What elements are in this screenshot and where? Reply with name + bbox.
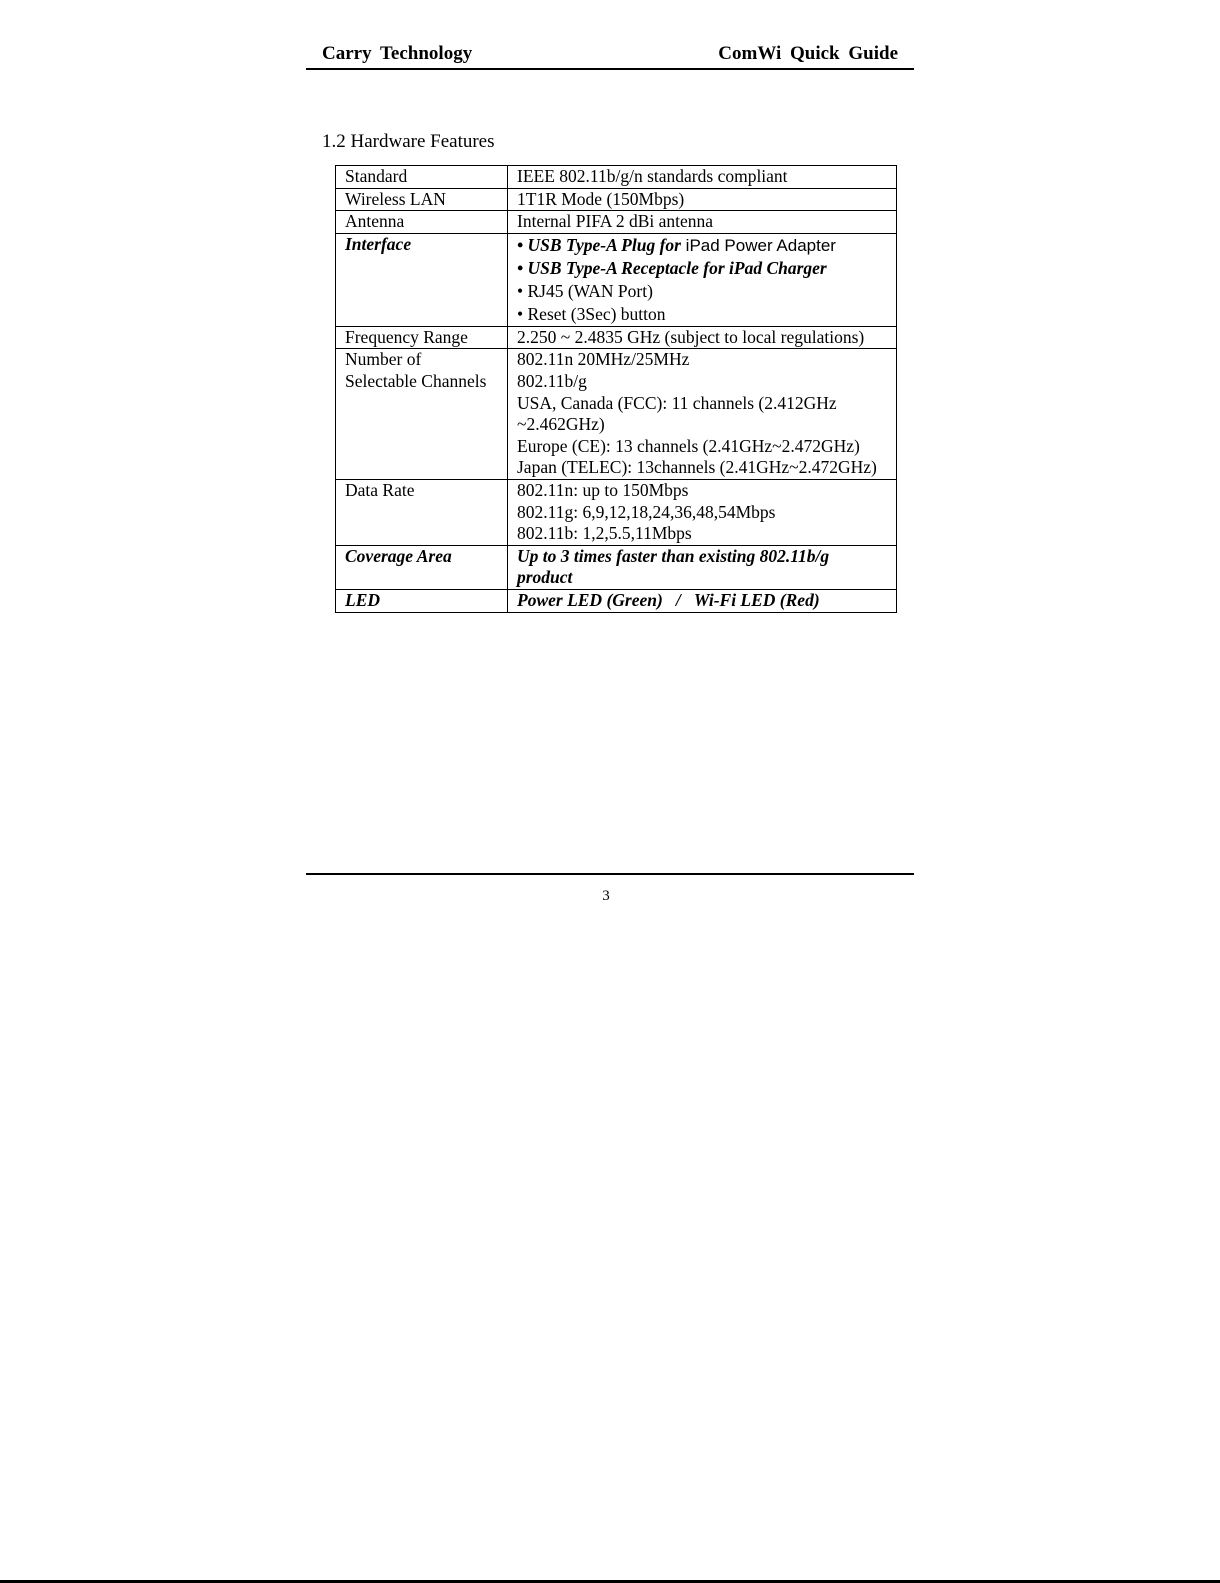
row-label: Standard bbox=[336, 166, 508, 189]
row-value: Internal PIFA 2 dBi antenna bbox=[508, 211, 897, 234]
row-value: Power LED (Green) / Wi-Fi LED (Red) bbox=[508, 589, 897, 612]
channels-label-line: Number of bbox=[345, 349, 422, 370]
row-label: Data Rate bbox=[336, 479, 508, 545]
channels-line: 802.11b/g bbox=[517, 370, 587, 391]
channels-line: Japan (TELEC): 13channels (2.41GHz~2.472GHz) bbox=[517, 457, 877, 478]
row-label: LED bbox=[336, 589, 508, 612]
row-value bbox=[508, 349, 897, 480]
row-label: Frequency Range bbox=[336, 326, 508, 349]
interface-usb-receptacle: • USB Type-A Receptacle for iPad Charger bbox=[517, 257, 827, 278]
table-row bbox=[336, 233, 897, 326]
table-row bbox=[336, 211, 897, 234]
hardware-features-table bbox=[335, 165, 897, 613]
interface-reset: • Reset (3Sec) button bbox=[517, 303, 666, 324]
table-row bbox=[336, 166, 897, 189]
table-row bbox=[336, 188, 897, 211]
channels-line: 802.11n 20MHz/25MHz bbox=[517, 349, 690, 370]
row-label: Wireless LAN bbox=[336, 188, 508, 211]
table-row bbox=[336, 589, 897, 612]
interface-usb-plug: • USB Type-A Plug for bbox=[517, 234, 681, 255]
row-label: Interface bbox=[336, 233, 508, 326]
footer-divider bbox=[306, 873, 914, 875]
page-header bbox=[306, 40, 914, 70]
table-row bbox=[336, 349, 897, 480]
interface-line bbox=[517, 234, 887, 257]
data-rate-line: 802.11g: 6,9,12,18,24,36,48,54Mbps bbox=[517, 501, 776, 522]
row-label bbox=[336, 349, 508, 480]
row-value: 2.250 ~ 2.4835 GHz (subject to local regulations) bbox=[508, 326, 897, 349]
row-value: 1T1R Mode (150Mbps) bbox=[508, 188, 897, 211]
row-value: IEEE 802.11b/g/n standards compliant bbox=[508, 166, 897, 189]
channels-line: Europe (CE): 13 channels (2.41GHz~2.472GHz) bbox=[517, 435, 860, 456]
data-rate-line: 802.11b: 1,2,5.5,11Mbps bbox=[517, 523, 692, 544]
row-value bbox=[508, 233, 897, 326]
page-number: 3 bbox=[602, 888, 610, 904]
table-row bbox=[336, 545, 897, 589]
channels-line: USA, Canada (FCC): 11 channels (2.412GHz ~2.462GHz) bbox=[517, 392, 837, 435]
header-guide-title: ComWi Quick Guide bbox=[718, 43, 898, 64]
row-label: Antenna bbox=[336, 211, 508, 234]
row-value: Up to 3 times faster than existing 802.11b/g product bbox=[508, 545, 897, 589]
interface-rj45: • RJ45 (WAN Port) bbox=[517, 280, 653, 301]
interface-usb-plug-rest: iPad Power Adapter bbox=[680, 235, 836, 255]
table-row bbox=[336, 326, 897, 349]
channels-label-line: Selectable Channels bbox=[345, 370, 487, 391]
row-label: Coverage Area bbox=[336, 545, 508, 589]
row-value bbox=[508, 479, 897, 545]
data-rate-line: 802.11n: up to 150Mbps bbox=[517, 479, 689, 500]
header-company: Carry Technology bbox=[322, 43, 473, 64]
table-row bbox=[336, 479, 897, 545]
section-title: 1.2 Hardware Features bbox=[322, 131, 495, 152]
